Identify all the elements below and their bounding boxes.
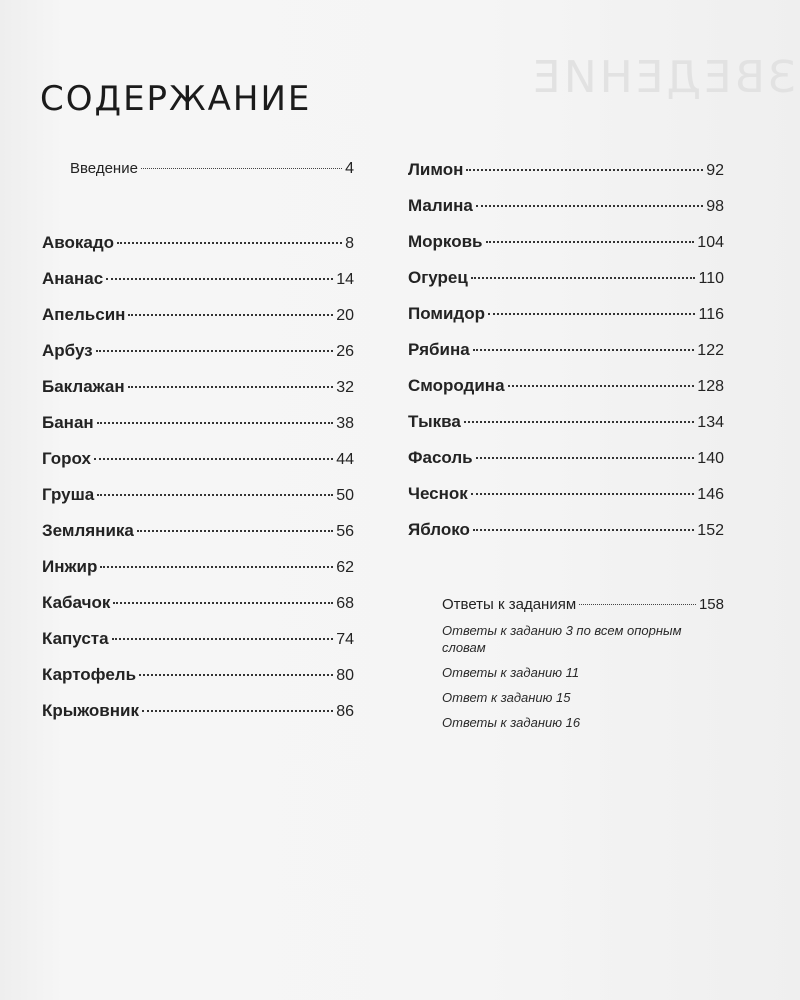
answers-subentry[interactable]: Ответы к заданию 16 [442,715,581,730]
toc-entry-page: 44 [336,451,354,468]
toc-entry-name: Баклажан [42,377,125,396]
leader-dots [128,314,333,316]
toc-entry[interactable] [42,449,354,485]
toc-entry-name: Морковь [408,232,483,251]
leader-dots [476,205,703,207]
toc-entry[interactable] [408,484,724,520]
answers-subentry[interactable]: Ответы к заданию 3 по всем опорным словам [442,623,682,655]
leader-dots [113,602,333,604]
toc-entry[interactable] [42,233,354,269]
toc-entry-page: 4 [345,160,354,177]
toc-entry-name: Земляника [42,521,134,540]
toc-entry-name: Банан [42,413,94,432]
toc-entry-name: Чеснок [408,484,468,503]
answers-section [442,596,724,739]
toc-entry-page: 74 [336,631,354,648]
toc-entry-name: Арбуз [42,341,93,360]
leader-dots [508,385,695,387]
toc-entry[interactable] [42,305,354,341]
toc-entry-page: 26 [336,343,354,360]
toc-entry-page: 92 [706,162,724,179]
leader-dots [97,494,333,496]
toc-entry-page: 38 [336,415,354,432]
toc-entry[interactable] [408,196,724,232]
toc-entry-name: Ананас [42,269,104,288]
toc-entry-name: Малина [408,196,473,215]
leader-dots [466,169,703,171]
toc-entry-page: 116 [698,306,724,323]
page-title: СОДЕРЖАНИЕ [40,78,312,119]
toc-entry[interactable] [408,160,724,196]
leader-dots [128,386,334,388]
toc-entry[interactable] [42,701,354,737]
toc-entry-answers[interactable] [442,596,724,622]
toc-entry-name: Введение [70,160,138,177]
leader-dots [137,530,333,532]
toc-entry-page: 146 [697,486,724,503]
leader-dots [471,277,696,279]
toc-entry[interactable] [42,413,354,449]
leader-dots [94,458,333,460]
toc-entry[interactable] [408,376,724,412]
leader-dots [141,168,342,169]
toc-entry-name: Ответы к заданиям [442,596,577,613]
toc-left-column [42,160,354,737]
toc-entry[interactable] [42,485,354,521]
toc-entry-page: 8 [345,235,354,252]
toc-entry-page: 98 [706,198,724,215]
leader-dots [488,313,696,315]
leader-dots [473,349,695,351]
toc-entry[interactable] [408,268,724,304]
leader-dots [464,421,694,423]
leader-dots [486,241,695,243]
toc-entry[interactable] [408,340,724,376]
toc-entry[interactable] [408,448,724,484]
toc-entry[interactable] [408,520,724,556]
toc-entry-page: 20 [336,307,354,324]
toc-entry-name: Фасоль [408,448,473,467]
leader-dots [476,457,695,459]
toc-entry[interactable] [42,341,354,377]
leader-dots [142,710,333,712]
toc-entry[interactable] [42,593,354,629]
toc-entry-name: Апельсин [42,305,126,324]
toc-entry-name: Инжир [42,557,98,576]
toc-entry[interactable] [42,269,354,305]
toc-entry-name: Крыжовник [42,701,139,720]
toc-entry-name: Тыква [408,412,461,431]
toc-entry-page: 104 [697,234,724,251]
toc-entry-page: 128 [697,378,724,395]
bleed-through-text: ЗВЕДЕНИЕ [530,52,797,103]
answers-subentry[interactable]: Ответ к заданию 15 [442,690,571,705]
leader-dots [139,674,333,676]
leader-dots [579,604,696,605]
toc-entry-page: 122 [697,342,724,359]
toc-entry-name: Авокадо [42,233,115,252]
toc-entry-name: Яблоко [408,520,470,539]
toc-entry-name: Груша [42,485,95,504]
toc-entry-name: Огурец [408,268,468,287]
toc-entry-page: 62 [336,559,354,576]
toc-entry-page: 110 [698,270,724,287]
toc-entry-page: 152 [697,522,724,539]
leader-dots [117,242,342,244]
leader-dots [473,529,694,531]
toc-entry-page: 158 [698,596,724,613]
toc-entry[interactable] [408,412,724,448]
toc-entry-page: 56 [336,523,354,540]
toc-entry-page: 68 [336,595,354,612]
leader-dots [97,422,334,424]
leader-dots [106,278,333,280]
toc-right-column [408,160,724,556]
toc-entry[interactable] [42,377,354,413]
leader-dots [112,638,334,640]
toc-entry[interactable] [408,304,724,340]
toc-entry-page: 140 [697,450,724,467]
leader-dots [471,493,695,495]
toc-entry-name: Помидор [408,304,485,323]
leader-dots [100,566,333,568]
toc-entry-page: 80 [336,667,354,684]
toc-entry-page: 134 [697,414,724,431]
toc-entry-page: 50 [336,487,354,504]
toc-entry-page: 86 [336,703,354,720]
toc-entry-intro[interactable] [42,160,354,196]
toc-entry[interactable] [42,629,354,665]
toc-entry-name: Рябина [408,340,470,359]
toc-entry[interactable] [42,557,354,593]
toc-entry-name: Лимон [408,160,464,179]
toc-entry[interactable] [408,232,724,268]
toc-entry-name: Кабачок [42,593,111,612]
toc-entry-page: 32 [336,379,354,396]
toc-entry-name: Капуста [42,629,109,648]
toc-entry[interactable] [42,521,354,557]
toc-entry[interactable] [42,665,354,701]
answers-subentry[interactable]: Ответы к заданию 11 [442,665,580,680]
toc-entry-name: Горох [42,449,91,468]
toc-entry-name: Смородина [408,376,505,395]
toc-entry-page: 14 [336,271,354,288]
toc-entry-name: Картофель [42,665,137,684]
leader-dots [96,350,334,352]
